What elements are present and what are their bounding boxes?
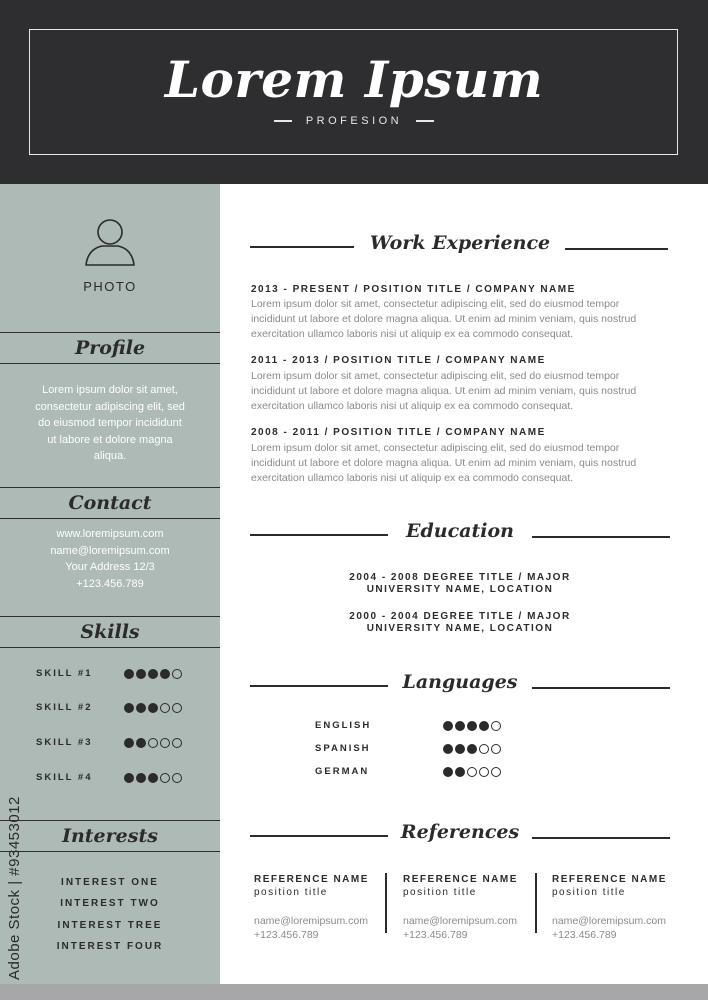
reference-email: name@loremipsum.com	[254, 915, 368, 927]
contact-email: name@loremipsum.com	[50, 544, 170, 557]
rating-dot-filled	[136, 703, 146, 713]
rating-dot-empty	[491, 767, 501, 777]
rating-dot-filled	[148, 669, 158, 679]
skill-rating	[124, 773, 182, 783]
interest-item: INTEREST TREE	[57, 919, 163, 931]
reference-contact	[552, 914, 692, 942]
references-heading: References	[400, 821, 520, 843]
job-heading: 2013 - PRESENT / POSITION TITLE / COMPANY NAME	[251, 284, 576, 295]
languages-rule-right	[532, 687, 670, 689]
skill-rating	[124, 738, 182, 748]
profile-line: consectetur adipiscing elit, sed	[35, 400, 185, 413]
language-label: GERMAN	[315, 766, 370, 777]
rating-dot-empty	[160, 738, 170, 748]
language-label: SPANISH	[315, 743, 371, 754]
contact-address: Your Address 12/3	[65, 561, 155, 573]
work-heading: Work Experience	[369, 232, 551, 254]
reference-contact	[403, 914, 543, 942]
language-rating	[443, 767, 501, 777]
job-line: incididunt ut labore et dolore magna aliqua. Ut enim ad minim veniam, quis nostrud	[251, 457, 637, 469]
reference-position: position title	[403, 887, 477, 898]
rating-dot-filled	[443, 744, 453, 754]
skill-row	[36, 737, 196, 753]
person-icon	[84, 217, 136, 267]
rating-dot-empty	[148, 738, 158, 748]
profile-line: aliqua.	[93, 450, 127, 462]
language-rating	[443, 721, 501, 731]
candidate-name: Lorem Ipsum	[164, 50, 544, 109]
language-row	[315, 720, 515, 734]
skill-row	[36, 668, 196, 684]
profession-row	[0, 115, 708, 127]
reference-card	[254, 874, 394, 942]
footer-bar	[0, 984, 708, 1000]
profile-text	[20, 382, 200, 465]
reference-phone: +123.456.789	[254, 929, 319, 941]
rating-dot-filled	[160, 669, 170, 679]
reference-email: name@loremipsum.com	[552, 915, 666, 927]
references-rule-left	[250, 835, 388, 837]
education-school: UNIVERSITY NAME, LOCATION	[366, 584, 554, 595]
job-line: incididunt ut labore et dolore magna aliqua. Ut enim ad minim veniam, quis nostrud	[251, 313, 637, 325]
education-school: UNIVERSITY NAME, LOCATION	[366, 623, 554, 634]
rating-dot-filled	[124, 669, 134, 679]
education-rule-right	[532, 536, 670, 538]
language-row	[315, 743, 515, 757]
skill-label: SKILL #1	[36, 668, 93, 679]
reference-contact	[254, 914, 394, 942]
rating-dot-empty	[479, 767, 489, 777]
job-line: exercitation ullamco laboris nisi ut aliquip ex ea commodo consequat.	[251, 328, 574, 340]
skill-label: SKILL #3	[36, 737, 93, 748]
contact-website: www.loremipsum.com	[56, 528, 164, 540]
rating-dot-filled	[136, 669, 146, 679]
skill-row	[36, 702, 196, 718]
rating-dot-empty	[467, 767, 477, 777]
reference-email: name@loremipsum.com	[403, 915, 517, 927]
contact-phone: +123.456.789	[76, 577, 144, 590]
job-description	[251, 369, 671, 414]
skill-row	[36, 772, 196, 788]
reference-position: position title	[254, 887, 328, 898]
language-row	[315, 766, 515, 780]
reference-divider	[535, 873, 537, 933]
reference-name: REFERENCE NAME	[403, 874, 518, 885]
job-description	[251, 297, 671, 342]
rating-dot-filled	[455, 721, 465, 731]
profile-heading: Profile	[0, 332, 220, 364]
reference-name: REFERENCE NAME	[552, 874, 667, 885]
interest-item: INTEREST FOUR	[56, 940, 164, 952]
education-degree: 2000 - 2004 DEGREE TITLE / MAJOR	[349, 611, 571, 622]
job-heading: 2011 - 2013 / POSITION TITLE / COMPANY NAME	[251, 355, 546, 366]
skill-label: SKILL #2	[36, 702, 93, 713]
rating-dot-filled	[455, 744, 465, 754]
profile-line: do eiusmod tempor incididunt	[38, 417, 182, 429]
rating-dot-filled	[124, 773, 134, 783]
profession-label: PROFESION	[305, 115, 403, 127]
job-line: exercitation ullamco laboris nisi ut aliquip ex ea commodo consequat.	[251, 400, 574, 412]
rating-dot-filled	[467, 744, 477, 754]
skill-rating	[124, 703, 182, 713]
rating-dot-empty	[491, 744, 501, 754]
rating-dot-filled	[479, 721, 489, 731]
languages-rule-left	[250, 685, 388, 687]
rating-dot-empty	[479, 744, 489, 754]
rating-dot-filled	[136, 738, 146, 748]
contact-heading: Contact	[0, 487, 220, 519]
rating-dot-filled	[124, 738, 134, 748]
job-line: Lorem ipsum dolor sit amet, consectetur adipiscing elit, sed do eiusmod tempor	[251, 370, 620, 382]
education-heading: Education	[406, 520, 514, 542]
rating-dot-filled	[443, 767, 453, 777]
contact-info	[20, 526, 200, 592]
reference-card	[552, 874, 692, 942]
rating-dot-empty	[160, 703, 170, 713]
references-rule-right	[532, 837, 670, 839]
reference-divider	[385, 873, 387, 933]
interests-list	[0, 872, 220, 957]
rating-dot-empty	[160, 773, 170, 783]
rating-dot-empty	[172, 703, 182, 713]
education-rule-left	[250, 534, 388, 536]
work-rule-right	[565, 248, 668, 250]
reference-position: position title	[552, 887, 626, 898]
languages-heading: Languages	[402, 671, 518, 693]
skills-heading: Skills	[0, 616, 220, 648]
job-heading: 2008 - 2011 / POSITION TITLE / COMPANY NAME	[251, 427, 546, 438]
language-rating	[443, 744, 501, 754]
interest-item: INTEREST TWO	[60, 898, 160, 910]
work-rule-left	[250, 246, 354, 248]
interest-item: INTEREST ONE	[61, 877, 159, 888]
rating-dot-empty	[172, 669, 182, 679]
rating-dot-filled	[136, 773, 146, 783]
profession-dash-left	[274, 120, 292, 122]
skill-label: SKILL #4	[36, 772, 93, 783]
rating-dot-filled	[455, 767, 465, 777]
job-description	[251, 441, 671, 486]
reference-phone: +123.456.789	[403, 929, 468, 941]
education-entry	[250, 572, 670, 596]
rating-dot-filled	[148, 773, 158, 783]
skill-rating	[124, 669, 182, 679]
job-line: exercitation ullamco laboris nisi ut aliquip ex ea commodo consequat.	[251, 472, 574, 484]
job-line: incididunt ut labore et dolore magna aliqua. Ut enim ad minim veniam, quis nostrud	[251, 385, 637, 397]
profession-dash-right	[416, 120, 434, 122]
education-entry	[250, 611, 670, 635]
language-label: ENGLISH	[315, 720, 372, 731]
profile-line: Lorem ipsum dolor sit amet,	[42, 384, 178, 396]
reference-phone: +123.456.789	[552, 929, 617, 941]
interests-heading: Interests	[0, 820, 220, 852]
rating-dot-filled	[124, 703, 134, 713]
education-degree: 2004 - 2008 DEGREE TITLE / MAJOR	[349, 572, 571, 583]
rating-dot-filled	[467, 721, 477, 731]
reference-name: REFERENCE NAME	[254, 874, 369, 885]
rating-dot-empty	[172, 773, 182, 783]
profile-line: ut labore et dolore magna	[47, 433, 173, 446]
job-line: Lorem ipsum dolor sit amet, consectetur adipiscing elit, sed do eiusmod tempor	[251, 442, 620, 454]
rating-dot-filled	[148, 703, 158, 713]
reference-card	[403, 874, 543, 942]
rating-dot-filled	[443, 721, 453, 731]
photo-label: PHOTO	[83, 279, 137, 294]
rating-dot-empty	[172, 738, 182, 748]
stock-watermark: Adobe Stock | #93453012	[6, 796, 23, 980]
rating-dot-empty	[491, 721, 501, 731]
job-line: Lorem ipsum dolor sit amet, consectetur adipiscing elit, sed do eiusmod tempor	[251, 298, 620, 310]
